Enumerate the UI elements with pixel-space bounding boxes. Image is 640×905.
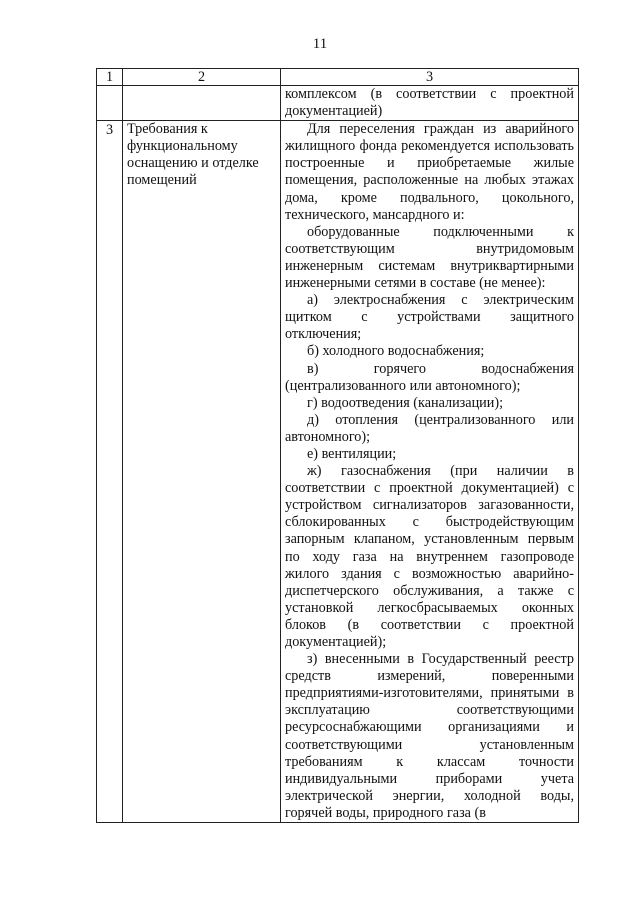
header-cell-1: 1	[97, 69, 123, 86]
row-content	[281, 121, 579, 823]
continuation-text: комплексом (в соответствии с проектной документацией)	[285, 86, 574, 120]
row-title: Требования к функциональному оснащению и отделке помещений	[123, 121, 281, 823]
paragraph-g: г) водоотведения (канализации);	[307, 394, 504, 411]
paragraph-e: е) вентиляции;	[307, 445, 397, 462]
paragraph-z: з) внесенными в Государственный реестр средств измерений, поверенными предприятиями-изготовителями, принятыми в эксплуатацию соответствующими ресурсоснабжающими организациями и соответствующими установленным требованиям к классам точности индивидуальными приборами учета электрической энергии, холодной воды, горячей воды, природного газа (в	[285, 651, 574, 821]
continuation-cell-1	[97, 86, 123, 121]
paragraph-a: а) электроснабжения с электрическим щитком с устройствами защитного отключения;	[285, 292, 574, 343]
paragraph-intro: Для переселения граждан из аварийного жилищного фонда рекомендуется использовать построенные и приобретаемые жилые помещения, расположенные на любых этажах дома, кроме подвального, цокольного, технического, мансардного и:	[285, 121, 574, 223]
paragraph-d: д) отопления (централизованного или автономного);	[285, 411, 574, 445]
header-cell-2: 2	[123, 69, 281, 86]
table-row-3	[97, 121, 579, 823]
paragraph-zh: ж) газоснабжения (при наличии в соответствии с проектной документацией) с устройством сигнализаторов загазованности, сблокированных с быстродействующим запорным клапаном, установленным первым по ходу газа на внутреннем газопроводе жилого здания с возможностью аварийно-диспетчерского обслуживания, а также с установкой легкосбрасываемых оконных блоков (в соответствии с проектной документацией);	[285, 463, 574, 650]
requirements-table	[96, 68, 579, 823]
page-number: 11	[312, 36, 328, 52]
table-row-continuation	[97, 86, 579, 121]
paragraph-b: б) холодного водоснабжения;	[307, 343, 485, 360]
header-cell-3: 3	[281, 69, 579, 86]
paragraph-equipped: оборудованные подключенными к соответствующим внутридомовым инженерным системам внутриквартирными инженерными сетями в составе (не менее):	[285, 223, 574, 292]
continuation-cell-2	[123, 86, 281, 121]
paragraph-v: в) горячего водоснабжения (централизованного или автономного);	[285, 360, 574, 394]
row-number: 3	[97, 121, 123, 823]
continuation-cell-3	[281, 86, 579, 121]
table-header-row	[97, 69, 579, 86]
